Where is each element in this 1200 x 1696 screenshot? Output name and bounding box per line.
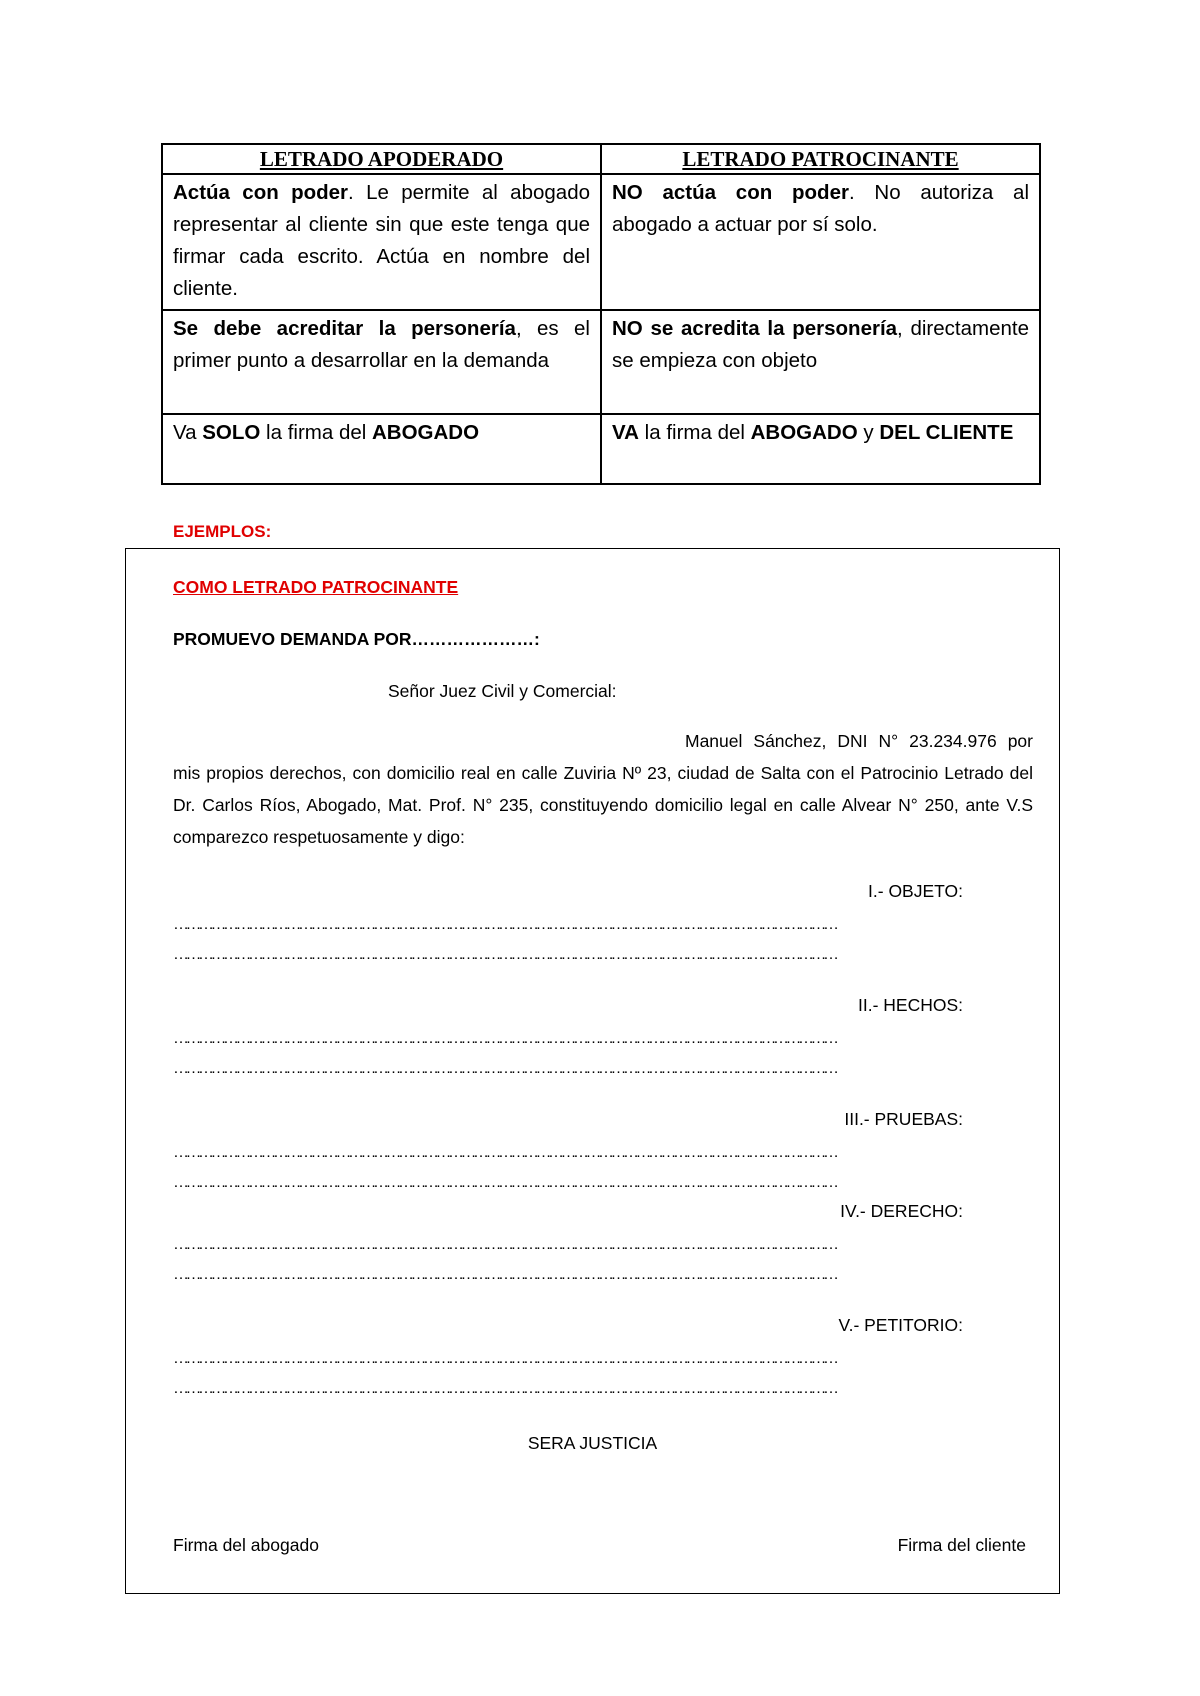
section-petitorio: V.- PETITORIO: [838, 1315, 963, 1335]
dotted-line: …………………………………………………………………………………………………………………………………………… [173, 1060, 836, 1077]
addressee: Señor Juez Civil y Comercial: [388, 681, 617, 701]
signature-lawyer: Firma del abogado [173, 1535, 319, 1555]
cell-apoderado-personeria: Se debe acreditar la personería, es el primer punto a desarrollar en la demanda [162, 310, 601, 414]
dotted-line: …………………………………………………………………………………………………………………………………………… [173, 1030, 836, 1047]
section-objeto: I.- OBJETO: [868, 881, 963, 901]
closing-text: SERA JUSTICIA [527, 1433, 658, 1453]
table-row [162, 310, 1040, 414]
cell-patrocinante-firma: VA la firma del ABOGADO y DEL CLIENTE [601, 414, 1040, 484]
cell-apoderado-poder: Actúa con poder. Le permite al abogado representar al cliente sin que este tenga que firmar cada escrito. Actúa en nombre del cliente. [162, 174, 601, 310]
table-row [162, 414, 1040, 484]
dotted-line: …………………………………………………………………………………………………………………………………………… [173, 1266, 836, 1283]
cell-apoderado-firma: Va SOLO la firma del ABOGADO [162, 414, 601, 484]
section-hechos: II.- HECHOS: [857, 995, 963, 1015]
dotted-line: …………………………………………………………………………………………………………………………………………… [173, 946, 836, 963]
section-derecho: IV.- DERECHO: [840, 1201, 963, 1221]
cell-patrocinante-personeria: NO se acredita la personería, directamente se empieza con objeto [601, 310, 1040, 414]
dotted-line: …………………………………………………………………………………………………………………………………………… [173, 1380, 836, 1397]
header-patrocinante: LETRADO PATROCINANTE [601, 144, 1040, 174]
dotted-line: …………………………………………………………………………………………………………………………………………… [173, 1350, 836, 1367]
section-pruebas: III.- PRUEBAS: [844, 1109, 963, 1129]
header-apoderado: LETRADO APODERADO [162, 144, 601, 174]
cell-patrocinante-poder: NO actúa con poder. No autoriza al abogado a actuar por sí solo. [601, 174, 1040, 310]
dotted-line: …………………………………………………………………………………………………………………………………………… [173, 1174, 836, 1191]
intro-paragraph: Manuel Sánchez, DNI N° 23.234.976 por mis propios derechos, con domicilio real en calle Zuviria Nº 23, ciudad de Salta con el Patrocinio Letrado del Dr. Carlos Ríos, Abogado, Mat. Prof. N° 235, constituyendo domicilio legal en calle Alvear N° 250, ante V.S comparezco respetuosamente y digo: [173, 731, 1033, 847]
example-document-box [125, 548, 1060, 1594]
dotted-line: …………………………………………………………………………………………………………………………………………… [173, 1144, 836, 1161]
dotted-line: …………………………………………………………………………………………………………………………………………… [173, 916, 836, 933]
examples-heading: EJEMPLOS: [173, 522, 272, 541]
table-row [162, 174, 1040, 310]
signature-client: Firma del cliente [897, 1535, 1026, 1555]
dotted-line: …………………………………………………………………………………………………………………………………………… [173, 1236, 836, 1253]
comparison-table [161, 143, 1041, 485]
demand-title: PROMUEVO DEMANDA POR…………………: [173, 629, 540, 649]
example-subtitle: COMO LETRADO PATROCINANTE [173, 577, 459, 597]
table-header-row [162, 144, 1040, 174]
